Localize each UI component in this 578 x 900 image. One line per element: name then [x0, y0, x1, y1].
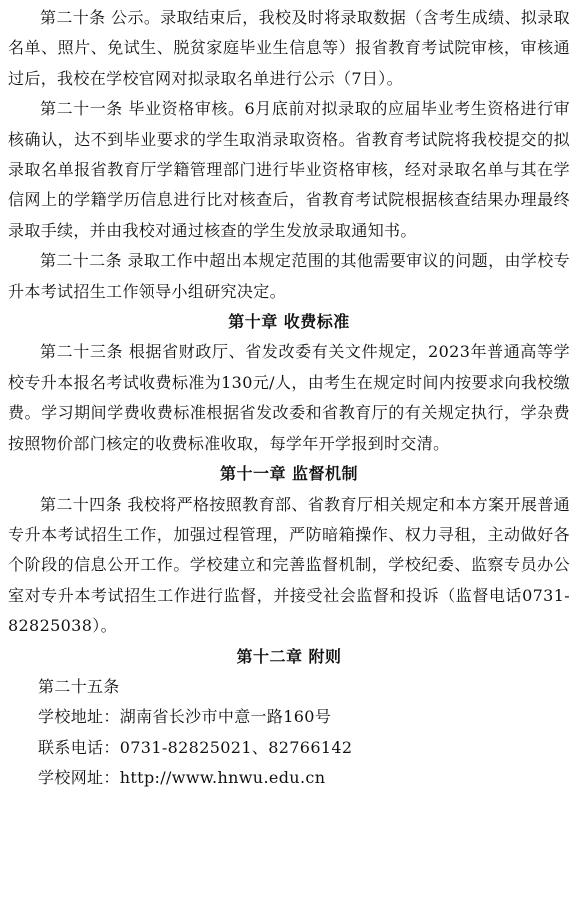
school-address: 学校地址：湖南省长沙市中意一路160号: [38, 707, 332, 727]
article-20: 第二十条 公示。录取结束后，我校及时将录取数据（含考生成绩、拟录取名单、照片、免试生、脱贫家庭毕业生信息等）报省教育考试院审核，审核通过后，我校在学校官网对拟录取名单进行公示（7日）。: [8, 8, 570, 88]
school-website: 学校网址：http://www.hnwu.edu.cn: [38, 768, 326, 788]
article-24: 第二十四条 我校将严格按照教育部、省教育厅相关规定和本方案开展普通专升本考试招生工作，加强过程管理，严防暗箱操作、权力寻租，主动做好各个阶段的信息公开工作。学校建立和完善监督机制，学校纪委、监察专员办公室对专升本考试招生工作进行监督，并接受社会监督和投诉（监督电话0731-82825038）。: [8, 494, 570, 636]
article-23: 第二十三条 根据省财政厅、省发改委有关文件规定，2023年普通高等学校专升本报名考试收费标准为130元/人，由考生在规定时间内按要求向我校缴费。学习期间学费收费标准根据省发改委和省教育厅的有关规定执行，学杂费按照物价部门核定的收费标准收取，每学年开学报到时交清。: [8, 342, 570, 453]
article-22: 第二十二条 录取工作中超出本规定范围的其他需要审议的问题，由学校专升本考试招生工作领导小组研究决定。: [8, 251, 570, 301]
chapter-11-heading: 第十一章 监督机制: [219, 464, 359, 484]
document-page: [8, 0, 570, 794]
chapter-12-heading: 第十二章 附则: [236, 646, 342, 666]
article-21: 第二十一条 毕业资格审核。6月底前对拟录取的应届毕业考生资格进行审核确认，达不到毕业要求的学生取消录取资格。省教育考试院将我校提交的拟录取名单报省教育厅学籍管理部门进行毕业资格审核，经对录取名单与其在学信网上的学籍学历信息进行比对核查后，省教育考试院根据核查结果办理最终录取手续，并由我校对通过核查的学生发放录取通知书。: [8, 99, 570, 240]
contact-phone: 联系电话：0731-82825021、82766142: [38, 737, 353, 757]
chapter-10-heading: 第十章 收费标准: [228, 312, 350, 332]
article-25: 第二十五条: [38, 676, 120, 696]
